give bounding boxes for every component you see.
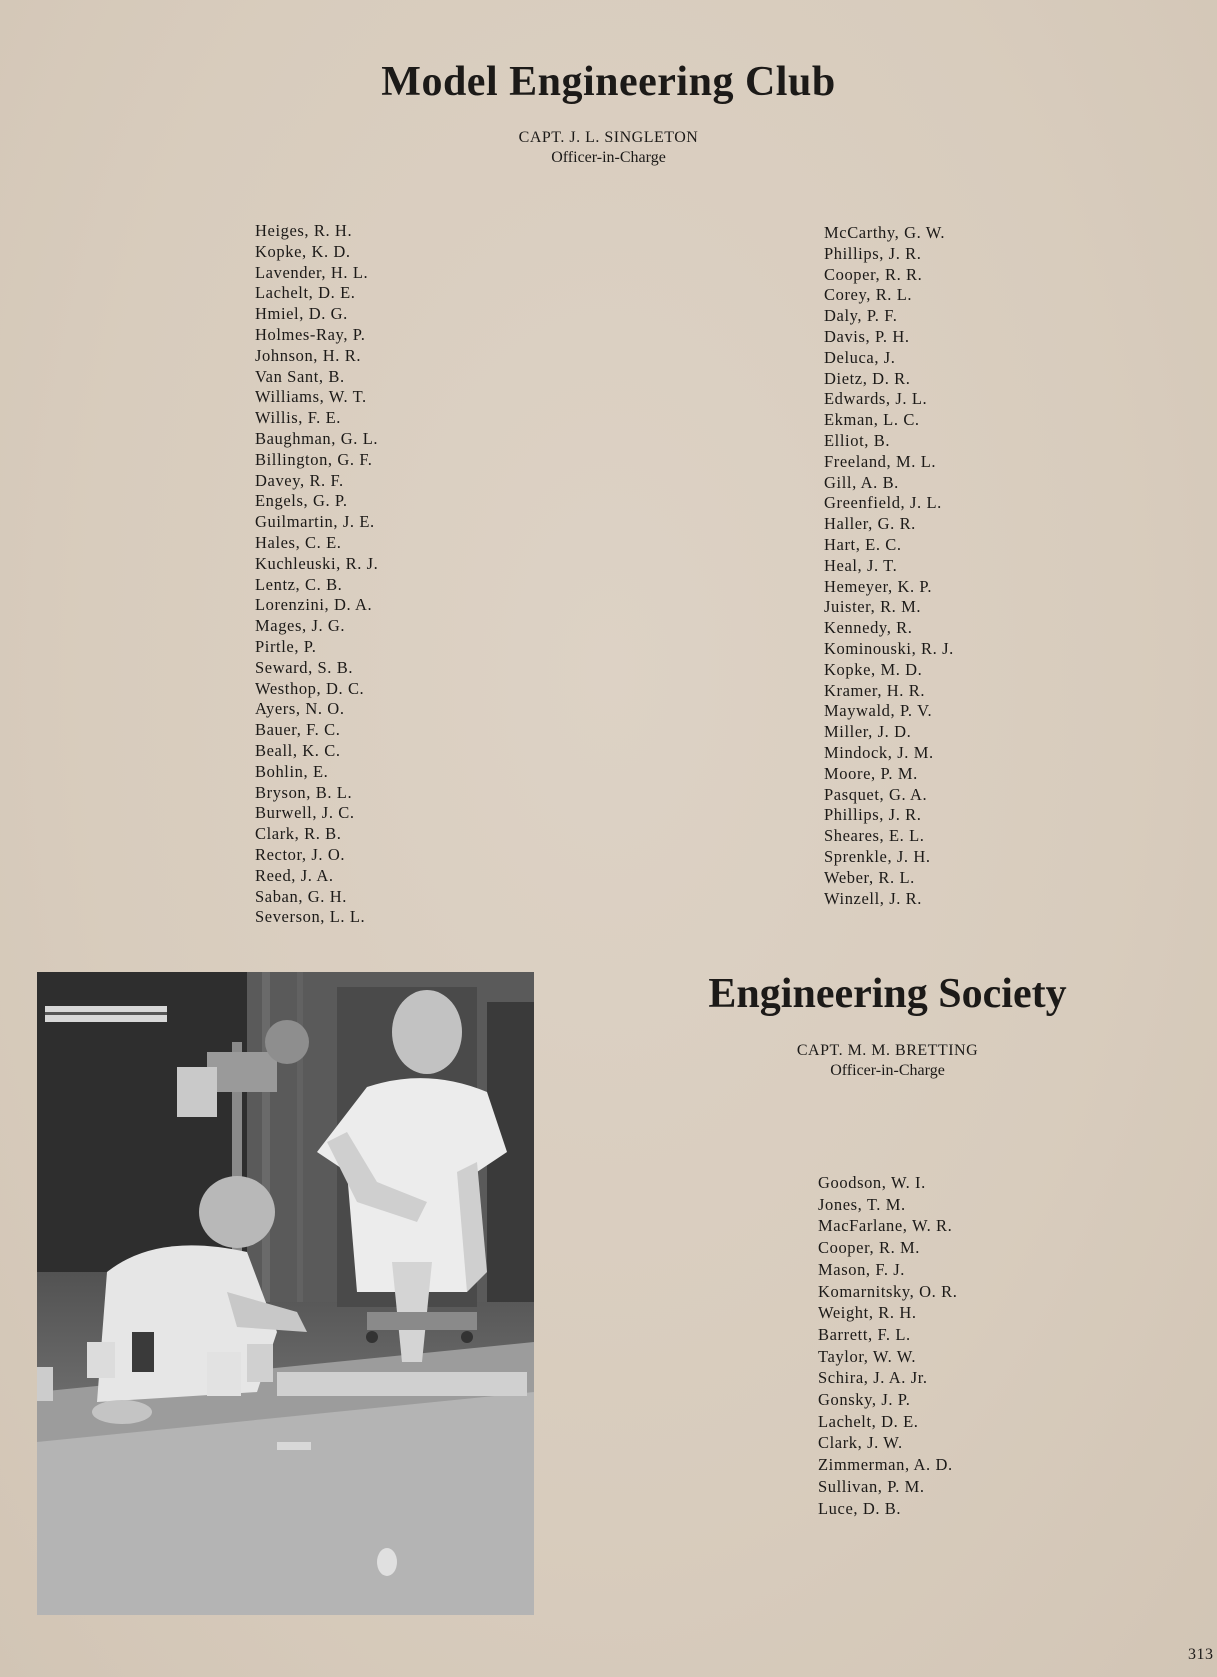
member-name: Miller, J. D. xyxy=(824,722,912,742)
member-name: Corey, R. L. xyxy=(824,285,913,305)
member-name: Komarnitsky, O. R. xyxy=(818,1281,958,1301)
member-name: Davis, P. H. xyxy=(824,326,910,346)
engineering-society-title: Engineering Society xyxy=(708,971,1067,1017)
member-name: Lentz, C. B. xyxy=(255,574,343,594)
member-name: Seward, S. B. xyxy=(255,657,354,677)
member-name: Winzell, J. R. xyxy=(824,888,923,908)
member-name: Luce, D. B. xyxy=(818,1498,902,1518)
member-name: Freeland, M. L. xyxy=(824,451,937,471)
member-name: Bauer, F. C. xyxy=(255,720,341,740)
model-club-officer-name: CAPT. J. L. SINGLETON xyxy=(518,129,699,146)
member-name: Greenfield, J. L. xyxy=(824,493,942,513)
model-club-members-left xyxy=(255,221,378,928)
member-name: Barrett, F. L. xyxy=(818,1324,911,1344)
member-name: MacFarlane, W. R. xyxy=(818,1216,953,1236)
member-name: Beall, K. C. xyxy=(255,740,341,760)
member-name: Bohlin, E. xyxy=(255,761,329,781)
member-name: Van Sant, B. xyxy=(255,366,345,386)
member-name: Lavender, H. L. xyxy=(255,262,369,282)
member-name: Kopke, M. D. xyxy=(824,659,923,679)
member-name: Edwards, J. L. xyxy=(824,389,928,409)
member-name: Pirtle, P. xyxy=(255,636,317,656)
member-name: Juister, R. M. xyxy=(824,597,922,617)
member-name: Sprenkle, J. H. xyxy=(824,846,931,866)
member-name: Clark, R. B. xyxy=(255,824,342,844)
member-name: Rector, J. O. xyxy=(255,844,346,864)
member-name: Kominouski, R. J. xyxy=(824,638,954,658)
member-name: Weight, R. H. xyxy=(818,1303,917,1323)
member-name: McCarthy, G. W. xyxy=(824,223,946,242)
club-photo xyxy=(37,972,534,1615)
member-name: Schira, J. A. Jr. xyxy=(818,1368,928,1388)
member-name: Daly, P. F. xyxy=(824,306,898,326)
member-name: Zimmerman, A. D. xyxy=(818,1455,953,1475)
member-name: Johnson, H. R. xyxy=(255,345,362,365)
member-name: Lachelt, D. E. xyxy=(818,1411,919,1431)
member-name: Pasquet, G. A. xyxy=(824,784,928,804)
member-name: Kramer, H. R. xyxy=(824,680,926,700)
member-name: Lorenzini, D. A. xyxy=(255,595,373,615)
member-name: Willis, F. E. xyxy=(255,408,342,428)
member-name: Elliot, B. xyxy=(824,430,891,450)
member-name: Jones, T. M. xyxy=(818,1194,906,1214)
member-name: Moore, P. M. xyxy=(824,763,918,783)
member-name: Clark, J. W. xyxy=(818,1433,903,1453)
engineering-society-officer-name: CAPT. M. M. BRETTING xyxy=(796,1042,979,1059)
model-club-officer xyxy=(0,128,1217,168)
model-club-members-right xyxy=(824,223,954,909)
member-name: Kuchleuski, R. J. xyxy=(255,553,379,573)
member-name: Phillips, J. R. xyxy=(824,243,922,263)
member-name: Williams, W. T. xyxy=(255,387,367,407)
member-name: Taylor, W. W. xyxy=(818,1346,917,1366)
member-name: Sullivan, P. M. xyxy=(818,1476,925,1496)
member-name: Heal, J. T. xyxy=(824,555,898,575)
member-name: Hmiel, D. G. xyxy=(255,304,348,324)
member-name: Haller, G. R. xyxy=(824,514,916,534)
member-name: Bryson, B. L. xyxy=(255,782,353,802)
member-name: Hart, E. C. xyxy=(824,534,902,554)
member-name: Ayers, N. O. xyxy=(255,699,345,719)
member-name: Mages, J. G. xyxy=(255,616,346,636)
member-name: Cooper, R. M. xyxy=(818,1238,921,1258)
club-photo-illustration xyxy=(37,972,534,1615)
member-name: Deluca, J. xyxy=(824,347,896,367)
model-club-title: Model Engineering Club xyxy=(381,59,836,105)
member-name: Gonsky, J. P. xyxy=(818,1390,911,1410)
member-name: Cooper, R. R. xyxy=(824,264,923,284)
member-name: Ekman, L. C. xyxy=(824,410,920,430)
member-name: Gill, A. B. xyxy=(824,472,899,492)
member-name: Holmes-Ray, P. xyxy=(255,324,366,344)
member-name: Hemeyer, K. P. xyxy=(824,576,933,596)
member-name: Saban, G. H. xyxy=(255,886,347,906)
member-name: Reed, J. A. xyxy=(255,865,334,885)
member-name: Hales, C. E. xyxy=(255,532,342,552)
engineering-society-officer xyxy=(690,1041,1085,1081)
member-name: Burwell, J. C. xyxy=(255,803,355,823)
engineering-society-members xyxy=(818,1172,957,1519)
engineering-society-officer-role: Officer-in-Charge xyxy=(830,1062,945,1079)
member-name: Severson, L. L. xyxy=(255,907,366,927)
member-name: Baughman, G. L. xyxy=(255,428,379,448)
member-name: Lachelt, D. E. xyxy=(255,283,356,303)
member-name: Kopke, K. D. xyxy=(255,241,351,261)
member-name: Mindock, J. M. xyxy=(824,742,934,762)
member-name: Maywald, P. V. xyxy=(824,701,933,721)
member-name: Davey, R. F. xyxy=(255,470,344,490)
member-name: Engels, G. P. xyxy=(255,491,348,511)
member-name: Westhop, D. C. xyxy=(255,678,365,698)
member-name: Goodson, W. I. xyxy=(818,1173,926,1192)
member-name: Weber, R. L. xyxy=(824,867,915,887)
member-name: Dietz, D. R. xyxy=(824,368,911,388)
model-club-officer-role: Officer-in-Charge xyxy=(551,149,666,166)
member-name: Billington, G. F. xyxy=(255,449,373,469)
member-name: Phillips, J. R. xyxy=(824,805,922,825)
member-name: Kennedy, R. xyxy=(824,618,913,638)
page-number: 313 xyxy=(1188,1646,1214,1663)
member-name: Guilmartin, J. E. xyxy=(255,512,375,532)
member-name: Heiges, R. H. xyxy=(255,221,353,240)
member-name: Sheares, E. L. xyxy=(824,826,925,846)
member-name: Mason, F. J. xyxy=(818,1259,906,1279)
